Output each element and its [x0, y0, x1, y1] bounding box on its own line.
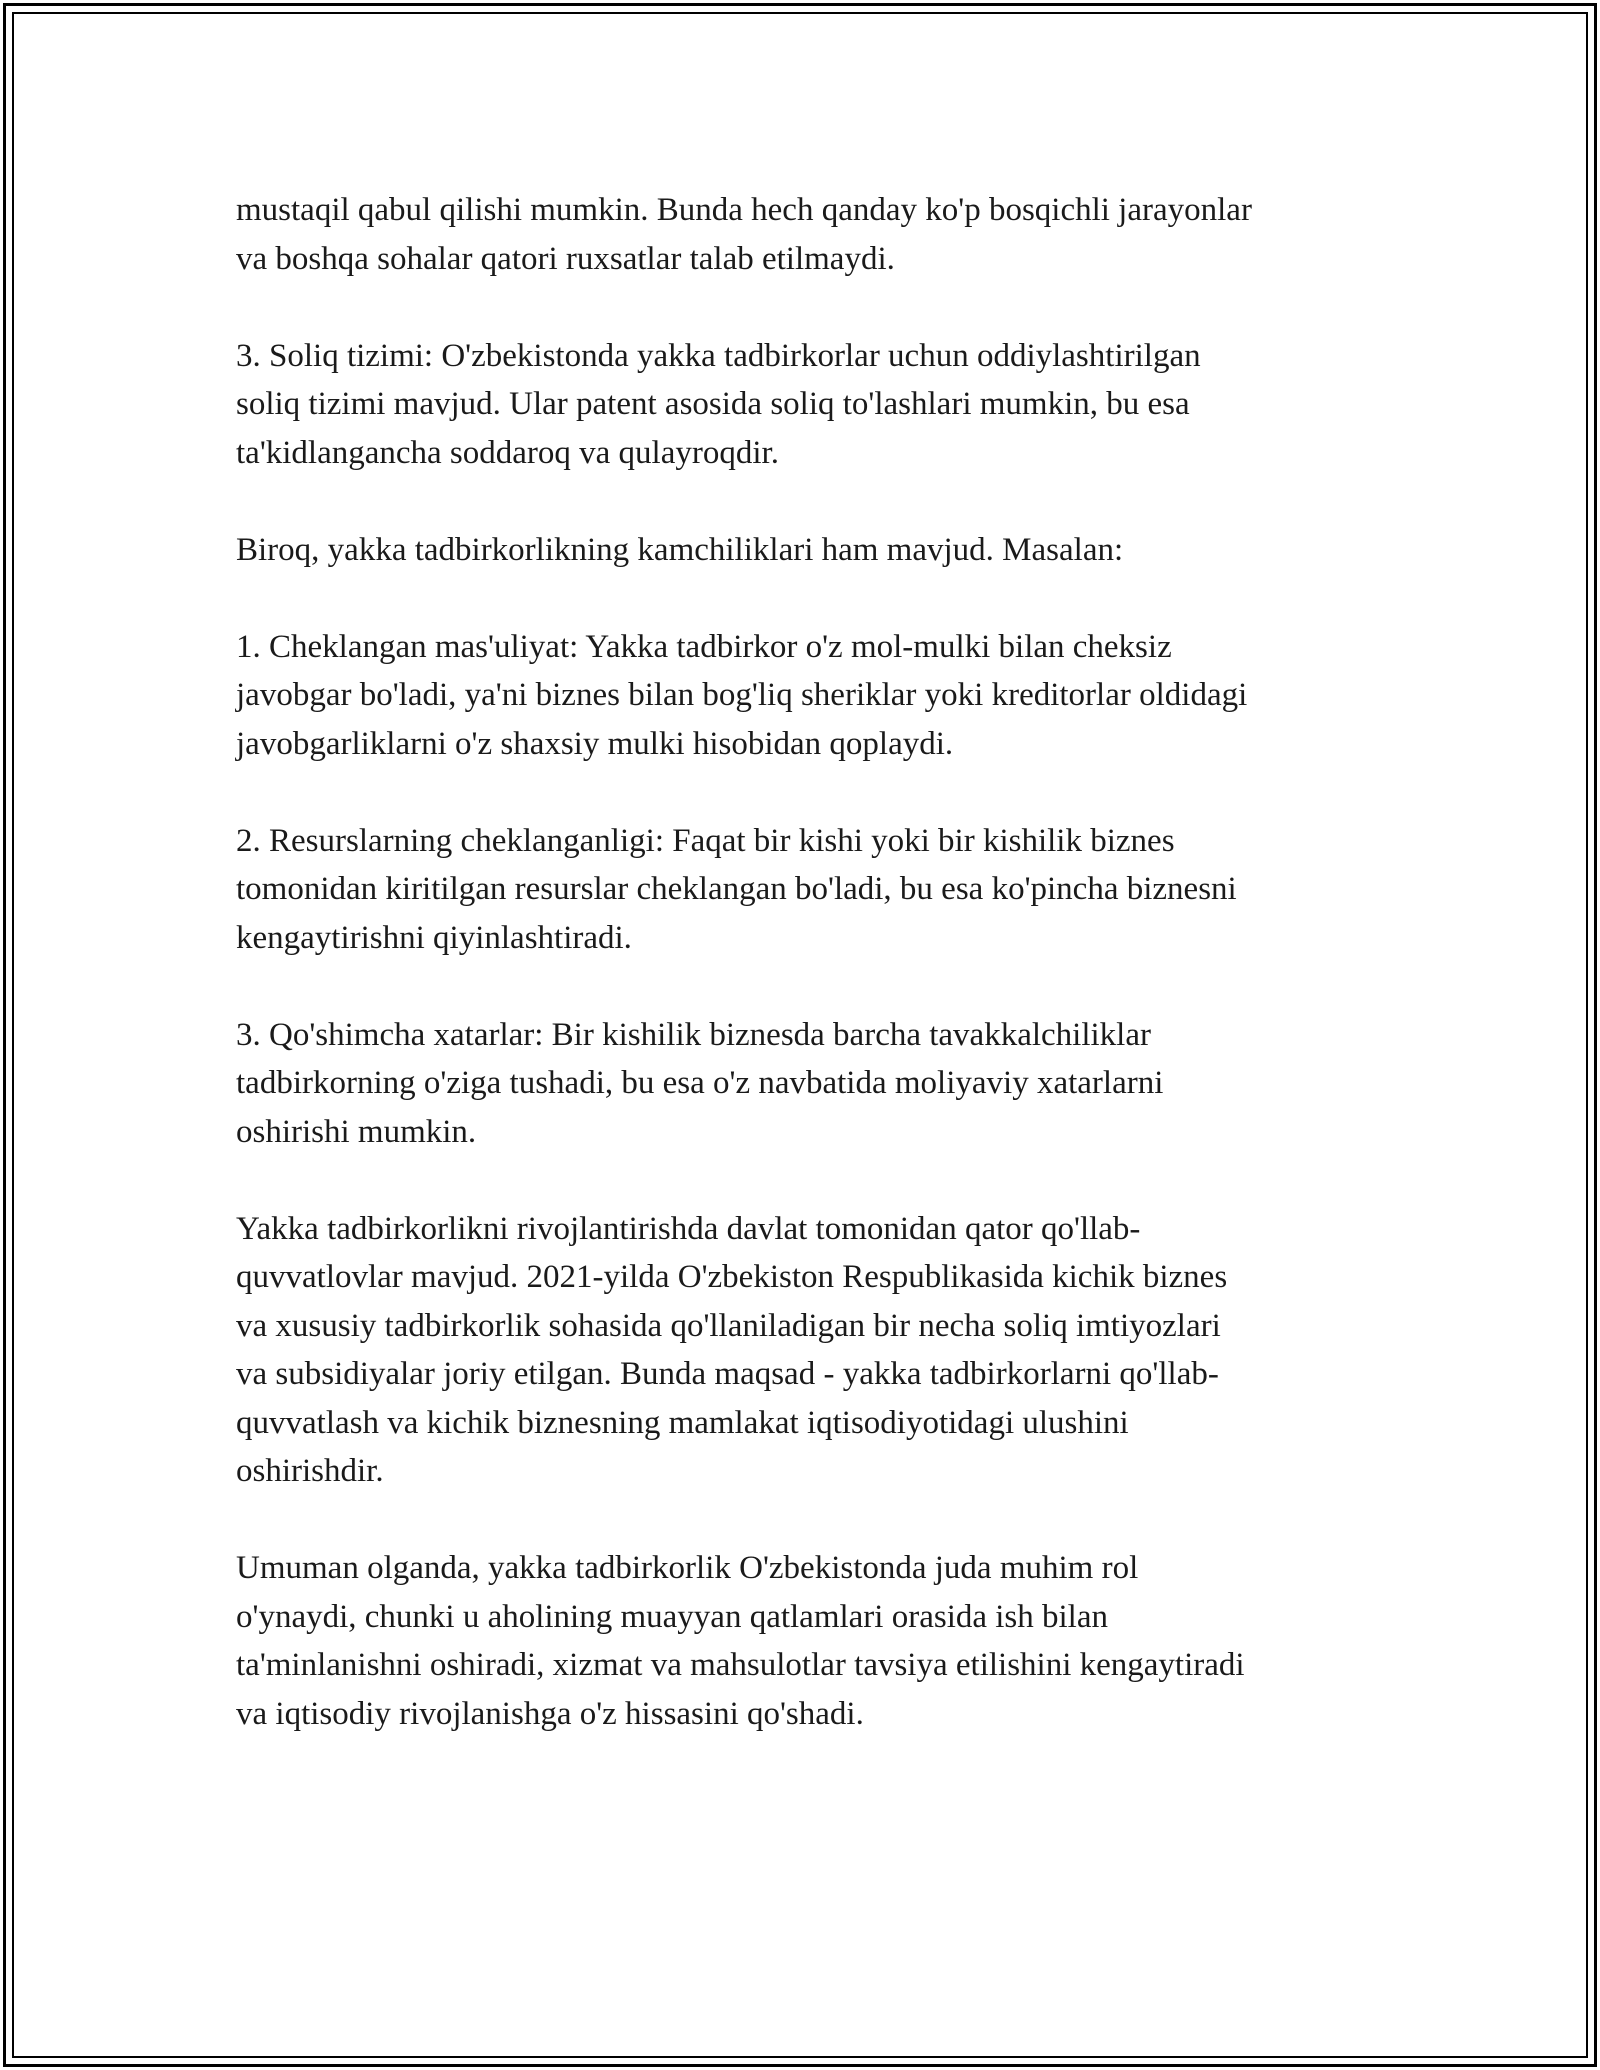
- paragraph-conclusion: Umuman olganda, yakka tadbirkorlik O'zbekistonda juda muhim rol o'ynaydi, chunki u aholining muayyan qatlamlari orasida ish bilan ta'minlanishni oshiradi, xizmat va mahsulotlar tavsiya etilishini kengaytiradi va iqtisodiy rivojlanishga o'z hissasini qo'shadi.: [236, 1550, 1245, 1732]
- paragraph-disadvantages-intro: Biroq, yakka tadbirkorlikning kamchiliklari ham mavjud. Masalan:: [236, 531, 1124, 568]
- paragraph-additional-risks: 3. Qo'shimcha xatarlar: Bir kishilik biznesda barcha tavakkalchiliklar tadbirkorning o'ziga tushadi, bu esa o'z navbatida moliyaviy xatarlarni oshirishi mumkin.: [236, 1016, 1164, 1150]
- paragraph-permits-continuation: mustaqil qabul qilishi mumkin. Bunda hech qanday ko'p bosqichli jarayonlar va boshqa sohalar qatori ruxsatlar talab etilmaydi.: [236, 192, 1252, 277]
- paragraph-state-support: Yakka tadbirkorlikni rivojlantirishda davlat tomonidan qator qo'llab- quvvatlovlar mavjud. 2021-yilda O'zbekiston Respublikasida kichik biznes va xususiy tadbirkorlik sohasida qo'llaniladigan bir necha soliq imtiyozlari va subsidiyalar joriy etilgan. Bunda maqsad - yakka tadbirkorlarni qo'llab- quvvatlash va kichik biznesning mamlakat iqtisodiyotidagi ulushini oshirishdir.: [236, 1210, 1228, 1489]
- paragraph-limited-liability: 1. Cheklangan mas'uliyat: Yakka tadbirkor o'z mol-mulki bilan cheksiz javobgar bo'ladi, ya'ni biznes bilan bog'liq sheriklar yoki kreditorlar oldidagi javobgarliklarni o'z shaxsiy mulki hisobidan qoplaydi.: [236, 628, 1248, 762]
- paragraph-limited-resources: 2. Resurslarning cheklanganligi: Faqat bir kishi yoki bir kishilik biznes tomonidan kiritilgan resurslar cheklangan bo'ladi, bu esa ko'pincha biznesni kengaytirishni qiyinlashtiradi.: [236, 822, 1237, 956]
- paragraph-tax-system: 3. Soliq tizimi: O'zbekistonda yakka tadbirkorlar uchun oddiylashtirilgan soliq tizimi mavjud. Ular patent asosida soliq to'lashlari mumkin, bu esa ta'kidlangancha soddaroq va qulayroqdir.: [236, 337, 1201, 471]
- document-body: [236, 186, 1386, 1738]
